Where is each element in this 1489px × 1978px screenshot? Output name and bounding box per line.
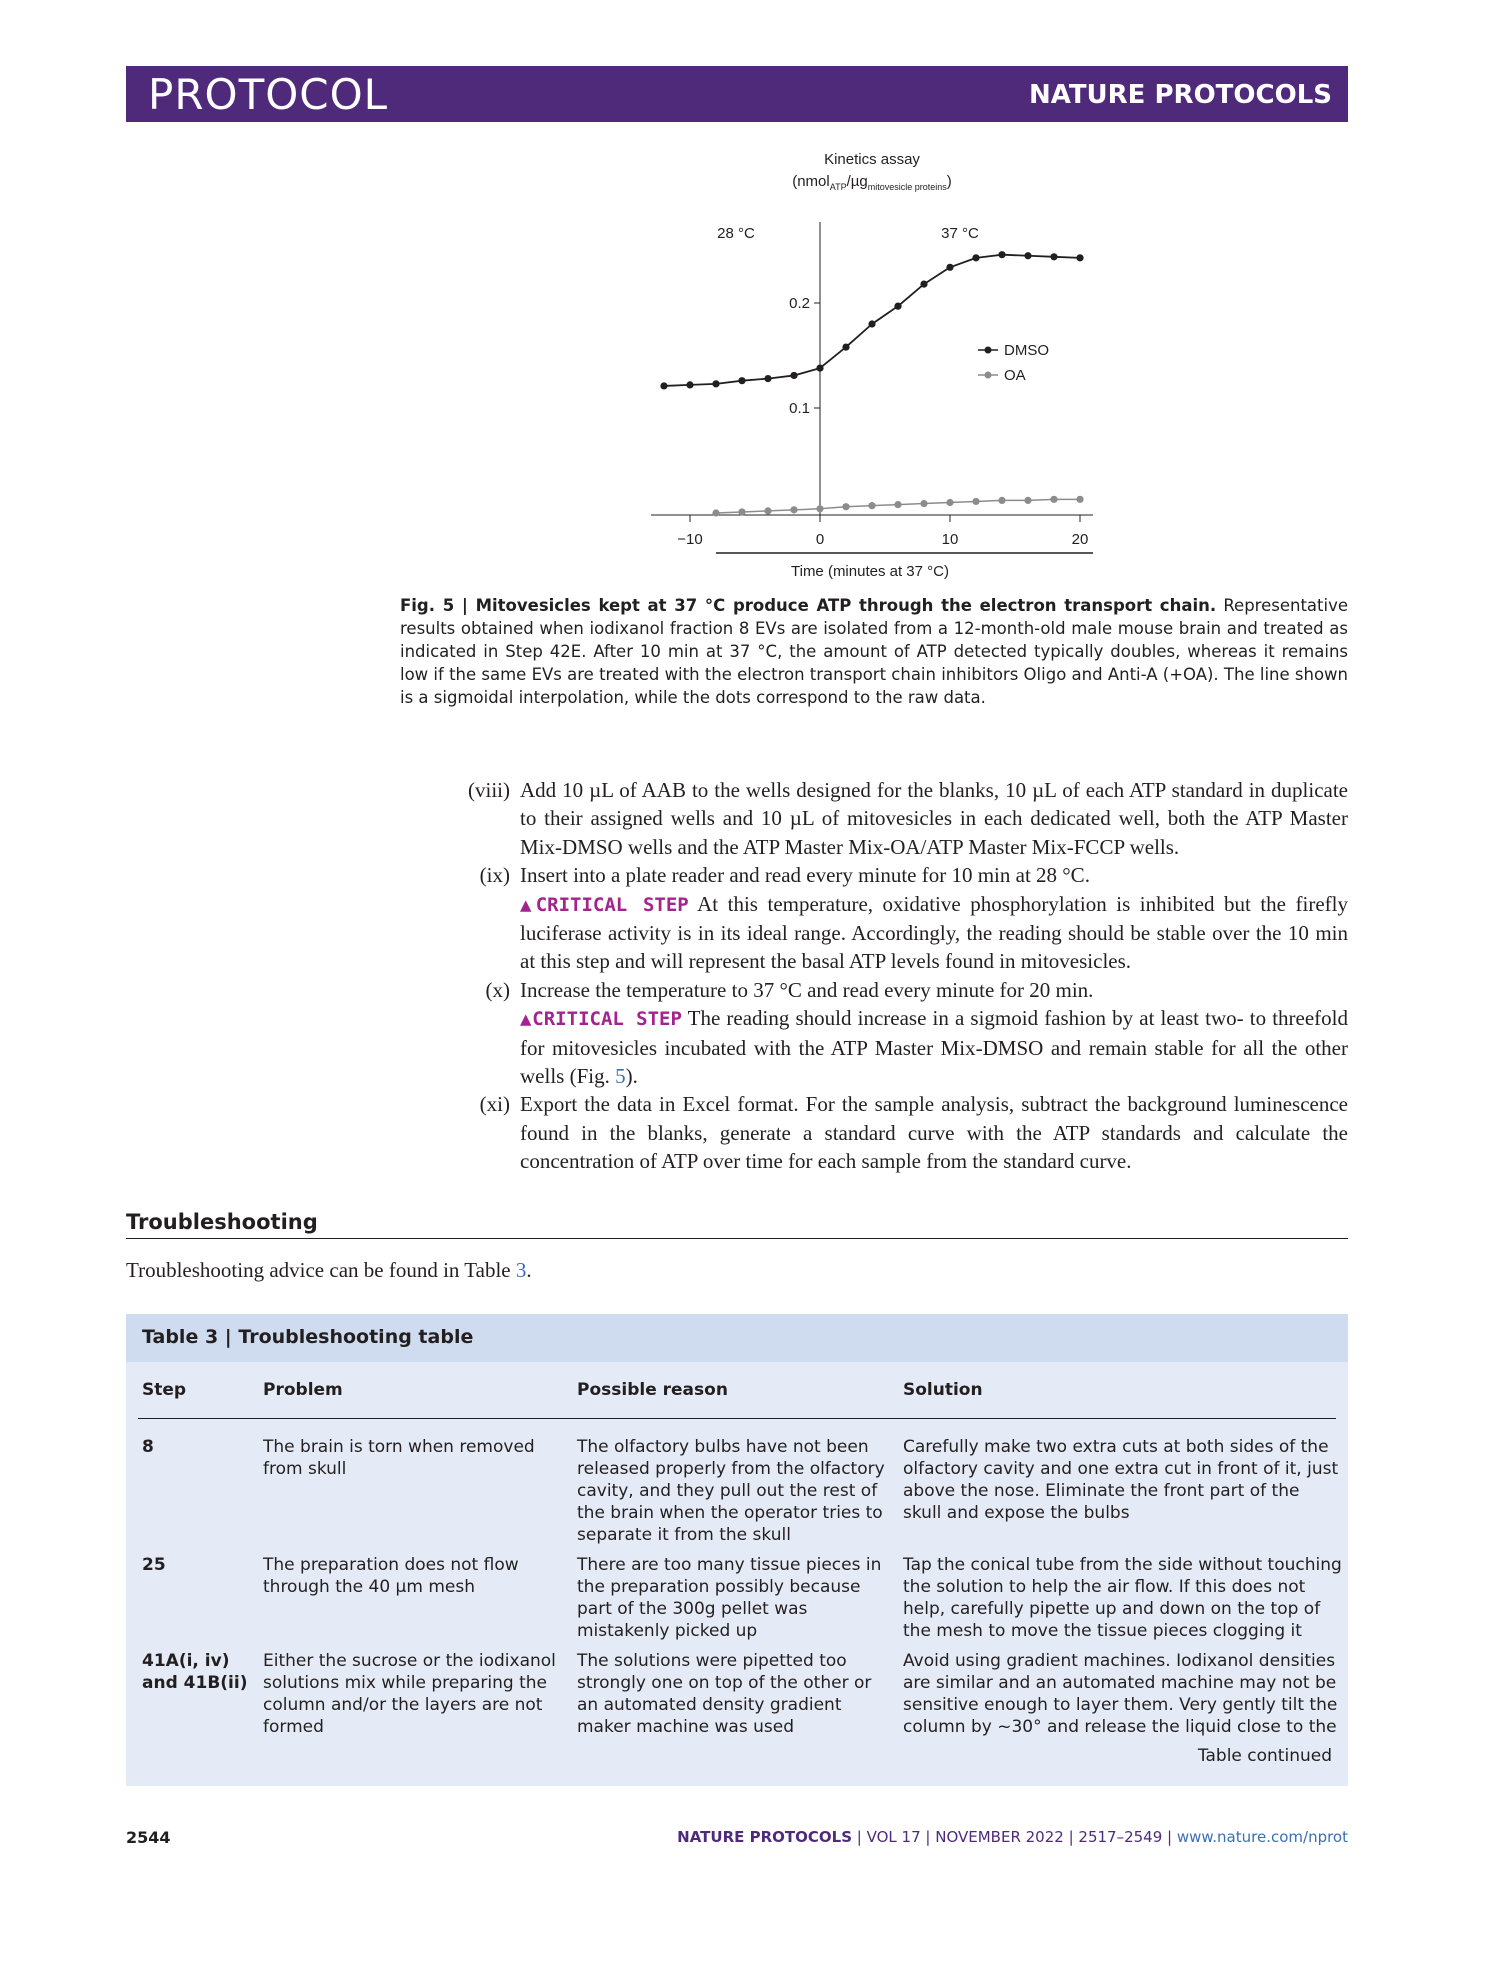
cell-step: 25 <box>142 1555 166 1575</box>
legend-dmso: DMSO <box>1004 342 1049 359</box>
data-point-dmso <box>790 372 797 379</box>
data-point-dmso <box>842 344 849 351</box>
chart-x-label: Time (minutes at 37 °C) <box>791 563 949 580</box>
step-x <box>460 976 1348 1091</box>
critical-step-label: ▲CRITICAL STEP <box>520 1008 682 1031</box>
troubleshooting-table <box>126 1314 1348 1786</box>
caption-body: Representative results obtained when iodixanol fraction 8 EVs are isolated from a 12-month-old male mouse brain and treated as indicated in Step 42E. After 10 min at 37 °C, the amount of ATP detected typically doubles, whereas it remains low if the same EVs are treated with the electron transport chain inhibitors Oligo and Anti-A (+OA). The line shown is a sigmoidal interpolation, while the dots correspond to the raw data. <box>400 596 1349 707</box>
kinetics-chart <box>640 148 1120 588</box>
step-number: (viii) <box>468 778 510 802</box>
data-point-oa <box>972 498 979 505</box>
step-number: (x) <box>485 977 510 1002</box>
data-point-oa <box>998 497 1005 504</box>
chart-legend <box>978 342 1049 384</box>
data-point-oa <box>868 502 875 509</box>
critical-step-label: ▲CRITICAL STEP <box>520 893 689 916</box>
y-tick-label: 0.1 <box>789 400 810 417</box>
procedure-steps <box>460 776 1348 1176</box>
legend-oa: OA <box>1004 367 1026 384</box>
column-header-reason: Possible reason <box>577 1380 728 1400</box>
cell-solution: Avoid using gradient machines. Iodixanol densities are similar and an automated machine may not be sensitive enough to layer them. Very gently tilt the column by ~30° and release the liquid close to the <box>903 1651 1338 1737</box>
step-ix <box>460 861 1348 976</box>
cell-reason: The solutions were pipetted too strongly one on top of the other or an automated density gradient maker machine was used <box>577 1651 872 1737</box>
cell-reason: There are too many tissue pieces in the preparation possibly because part of the 300g pellet was mistakenly picked up <box>577 1555 882 1641</box>
data-point-oa <box>894 501 901 508</box>
cell-problem: The preparation does not flow through the 40 µm mesh <box>263 1555 519 1597</box>
data-point-oa <box>1076 496 1083 503</box>
critical-step-text: The reading should increase in a sigmoid fashion by at least two- to threefold for mitovesicles incubated with the ATP Master Mix-DMSO and remain stable for all the other wells (Fig. <box>520 1006 1348 1089</box>
figure-5-chart <box>640 148 1120 588</box>
x-tick-label: −10 <box>677 531 703 548</box>
table-title: Table 3 | Troubleshooting table <box>142 1326 474 1348</box>
chart-title: Kinetics assay <box>824 151 920 168</box>
x-tick-label: 10 <box>941 531 959 548</box>
step-xi <box>460 1090 1348 1175</box>
troubleshooting-heading: Troubleshooting <box>126 1210 1348 1239</box>
cell-step: 41A(i, iv) and 41B(ii) <box>142 1651 248 1693</box>
footer-pages: 2517–2549 <box>1078 1828 1163 1846</box>
footer-volume: VOL 17 <box>866 1828 921 1846</box>
data-point-oa <box>1050 496 1057 503</box>
data-point-oa <box>946 499 953 506</box>
x-tick-label: 0 <box>815 531 825 548</box>
footer-citation: NATURE PROTOCOLS | VOL 17 | NOVEMBER 2022 | 2517–2549 | www.nature.com/nprot <box>677 1828 1348 1846</box>
data-point-dmso <box>764 375 771 382</box>
footer-date: NOVEMBER 2022 <box>935 1828 1064 1846</box>
data-point-dmso <box>868 320 875 327</box>
data-point-dmso <box>686 381 693 388</box>
data-point-dmso <box>1024 252 1031 259</box>
footer-url[interactable]: www.nature.com/nprot <box>1176 1828 1348 1846</box>
data-point-dmso <box>738 377 745 384</box>
data-point-oa <box>1024 497 1031 504</box>
step-viii <box>460 776 1348 861</box>
troubleshooting-intro: Troubleshooting advice can be found in Table 3. <box>126 1258 532 1282</box>
data-point-oa <box>816 505 823 512</box>
annotation-28c: 28 °C <box>717 225 755 242</box>
cell-problem: Either the sucrose or the iodixanol solutions mix while preparing the column and/or the layers are not formed <box>263 1651 556 1737</box>
y-tick-label: 0.2 <box>789 295 810 312</box>
x-tick-label: 20 <box>1071 531 1089 548</box>
table-continued-note: Table continued <box>1197 1746 1332 1766</box>
annotation-37c: 37 °C <box>941 225 979 242</box>
data-point-dmso <box>712 380 719 387</box>
step-text: Insert into a plate reader and read every minute for 10 min at 28 °C. <box>520 863 1090 888</box>
table-title-bar <box>126 1314 1348 1362</box>
journal-name: NATURE PROTOCOLS <box>1028 80 1332 110</box>
cell-reason: The olfactory bulbs have not been released properly from the olfactory cavity, and they pull out the rest of the brain when the operator tries to separate it from the skull <box>577 1437 885 1545</box>
data-point-dmso <box>894 303 901 310</box>
critical-step-text-end: ). <box>625 1064 638 1089</box>
data-point-oa <box>712 509 719 516</box>
table-link[interactable]: 3 <box>515 1258 527 1282</box>
cell-solution: Carefully make two extra cuts at both sides of the olfactory cavity and one extra cut in front of it, just above the nose. Eliminate the front part of the skull and expose the bulbs <box>903 1437 1339 1523</box>
column-header-solution: Solution <box>903 1380 983 1400</box>
step-number: (ix) <box>479 863 510 888</box>
data-point-oa <box>738 508 745 515</box>
footer-journal: NATURE PROTOCOLS <box>677 1828 853 1846</box>
data-point-dmso <box>998 251 1005 258</box>
data-point-dmso <box>920 281 927 288</box>
column-header-problem: Problem <box>263 1380 343 1400</box>
data-point-dmso <box>1050 253 1057 260</box>
table-header-rule <box>138 1418 1336 1419</box>
data-point-dmso <box>972 254 979 261</box>
figure-link[interactable]: 5 <box>615 1064 626 1089</box>
page-number: 2544 <box>126 1828 171 1847</box>
critical-step-text: At this temperature, oxidative phosphorylation is inhibited but the firefly luciferase activity is in its ideal range. Accordingly, the reading should be stable over the 10 min at this step and will represent the basal ATP levels found in mitovesicles. <box>520 891 1348 974</box>
step-text: Export the data in Excel format. For the sample analysis, subtract the background luminescence found in the blanks, generate a standard curve with the ATP standards and calculate the concentration of ATP over time for each sample from the standard curve. <box>520 1092 1348 1174</box>
data-point-dmso <box>1076 254 1083 261</box>
step-text: Increase the temperature to 37 °C and read every minute for 20 min. <box>520 977 1094 1002</box>
cell-solution: Tap the conical tube from the side without touching the solution to help the air flow. If this does not help, carefully pipette up and down on the top of the mesh to move the tissue pieces clogging it <box>903 1555 1342 1641</box>
journal-header-bar <box>126 66 1348 122</box>
cell-problem: The brain is torn when removed from skull <box>263 1437 535 1479</box>
data-point-dmso <box>946 264 953 271</box>
cell-step: 8 <box>142 1437 154 1457</box>
data-point-oa <box>920 500 927 507</box>
caption-title: Fig. 5 | Mitovesicles kept at 37 °C produce ATP through the electron transport chain. <box>400 596 1217 615</box>
step-text: Add 10 µL of AAB to the wells designed for the blanks, 10 µL of each ATP standard in duplicate to their assigned wells and 10 µL of mitovesicles in each dedicated well, both the ATP Master Mix-DMSO wells and the ATP Master Mix-OA/ATP Master Mix-FCCP wells. <box>520 778 1348 859</box>
chart-y-label: (nmol$_{ATP}$/µg$_{mitovesicle proteins}$) <box>792 173 952 192</box>
data-point-oa <box>764 507 771 514</box>
data-point-dmso <box>660 382 667 389</box>
data-point-dmso <box>816 365 823 372</box>
column-header-step: Step <box>142 1380 187 1400</box>
section-label: PROTOCOL <box>148 70 389 119</box>
data-point-oa <box>790 506 797 513</box>
figure-caption <box>400 594 1348 709</box>
step-number: (xi) <box>479 1092 510 1117</box>
data-point-oa <box>842 503 849 510</box>
